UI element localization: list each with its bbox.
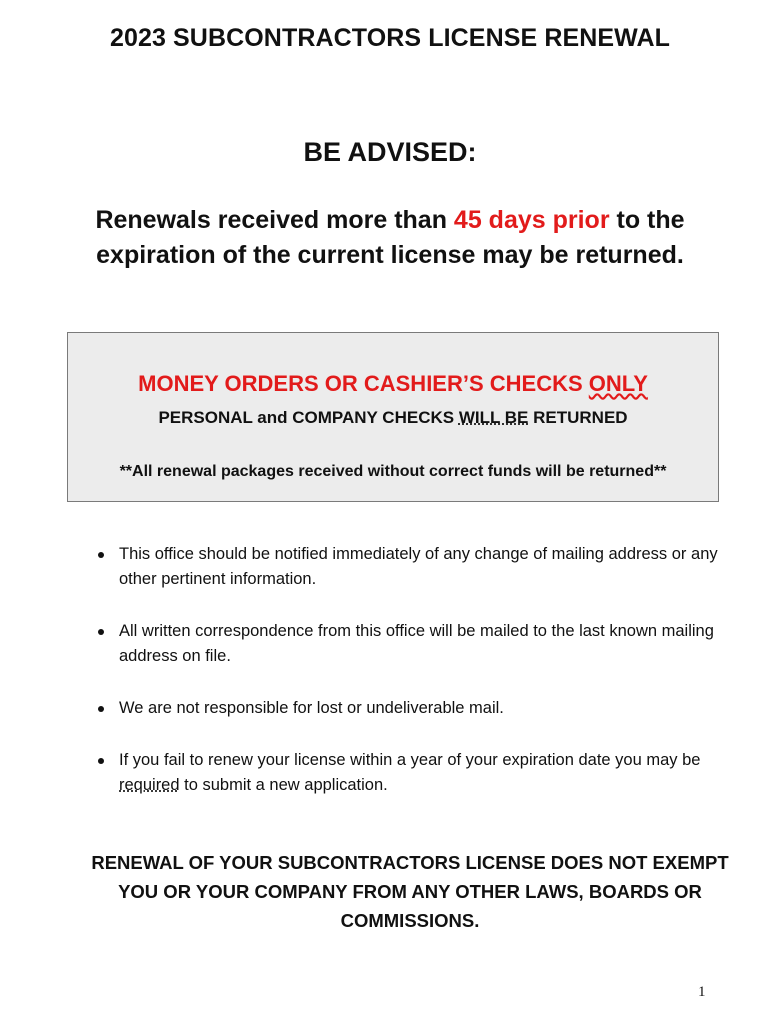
notice-highlight: 45 days prior <box>453 206 610 234</box>
list-item-text: This office should be notified immediately of any change of mailing address or any other pertinent information. <box>119 545 718 588</box>
list-item <box>98 542 748 592</box>
payment-methods-line <box>68 371 718 397</box>
instructions-list <box>98 542 748 825</box>
list-item-text-start: If you fail to renew your license within a year of your expiration date you may be <box>119 751 701 769</box>
be-advised-heading: BE ADVISED: <box>303 137 477 167</box>
page-number: 1 <box>698 984 706 1000</box>
personal-checks-text: PERSONAL and COMPANY CHECKS <box>158 408 459 427</box>
bullet-icon <box>98 706 104 712</box>
list-item <box>98 748 748 798</box>
payment-requirements-box <box>67 332 719 502</box>
returned-text: RETURNED <box>528 408 628 427</box>
list-item-text-end: to submit a new application. <box>179 776 388 794</box>
bullet-icon <box>98 552 104 558</box>
will-be-emphasis: WILL BE <box>458 408 529 427</box>
bullet-icon <box>98 629 104 635</box>
notice-text-start: Renewals received more than <box>95 206 454 234</box>
bullet-icon <box>98 758 104 764</box>
document-title: 2023 SUBCONTRACTORS LICENSE RENEWAL <box>109 24 671 52</box>
only-emphasis: ONLY <box>588 371 648 396</box>
required-emphasis: required <box>119 776 180 794</box>
list-item-text: We are not responsible for lost or undeliverable mail. <box>119 699 504 717</box>
personal-checks-line <box>68 408 718 428</box>
list-item <box>98 619 748 669</box>
incorrect-funds-warning: **All renewal packages received without correct funds will be returned** <box>119 463 667 480</box>
list-item-text: All written correspondence from this office will be mailed to the last known mailing address on file. <box>119 622 714 665</box>
payment-methods-text: MONEY ORDERS OR CASHIER’S CHECKS <box>138 371 589 396</box>
renewal-timing-notice <box>40 203 740 273</box>
exemption-warning: RENEWAL OF YOUR SUBCONTRACTORS LICENSE DOES NOT EXEMPT YOU OR YOUR COMPANY FROM ANY OTHER LAWS, BOARDS OR COMMISSIONS. <box>91 852 729 931</box>
notice-text-end: to the expiration of the current license may be returned. <box>96 206 685 269</box>
list-item <box>98 696 748 721</box>
